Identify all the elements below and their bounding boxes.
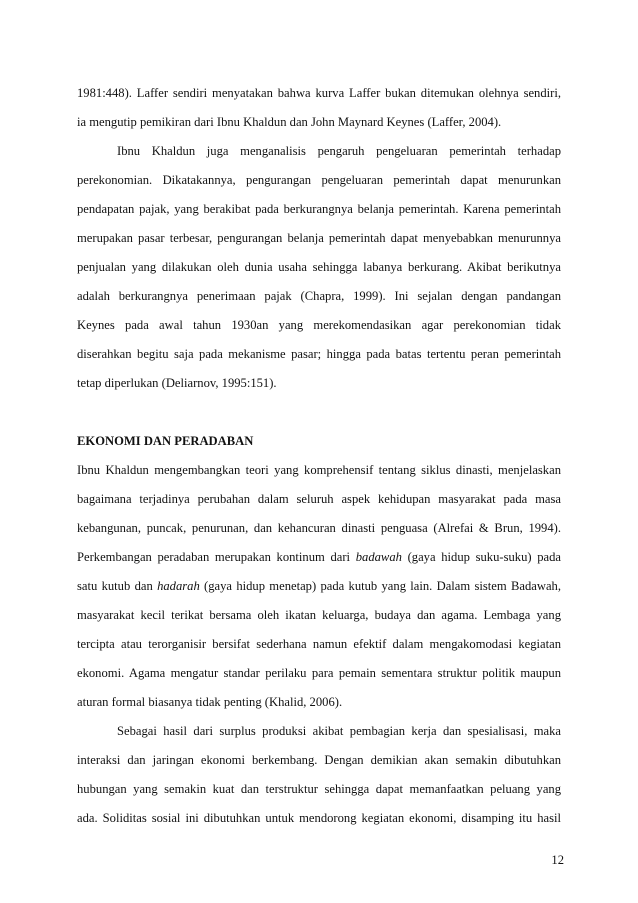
text-segment: (gaya hidup suku-suku) pada xyxy=(401,550,561,564)
text-line: ia mengutip pemikiran dari Ibnu Khaldun dan John Maynard Keynes (Laffer, 2004). xyxy=(77,115,502,129)
italic-term-badawah: badawah xyxy=(355,550,402,564)
text-line: merupakan pasar terbesar, pengurangan belanja pemerintah dapat menyebabkan menurunnya xyxy=(77,231,561,245)
text-segment: Perkembangan peradaban merupakan kontinum dari xyxy=(77,550,356,564)
text-line: kebangunan, puncak, penurunan, dan kehancuran dinasti penguasa (Alrefai & Brun, 1994). xyxy=(77,521,561,535)
text-line: hubungan yang semakin kuat dan terstruktur sehingga dapat memanfaatkan peluang yang xyxy=(77,782,561,796)
text-line: Keynes pada awal tahun 1930an yang merekomendasikan agar perekonomian tidak xyxy=(77,318,561,332)
text-line: Ibnu Khaldun juga menganalisis pengaruh pengeluaran pemerintah terhadap xyxy=(117,144,561,158)
text-line: aturan formal biasanya tidak penting (Khalid, 2006). xyxy=(77,695,343,709)
text-line: bagaimana terjadinya perubahan dalam seluruh aspek kehidupan masyarakat pada masa xyxy=(77,492,561,506)
text-line: 1981:448). Laffer sendiri menyatakan bahwa kurva Laffer bukan ditemukan olehnya sendiri, xyxy=(77,86,561,100)
text-segment: satu kutub dan xyxy=(77,579,158,593)
text-line: interaksi dan jaringan ekonomi berkembang. Dengan demikian akan semakin dibutuhkan xyxy=(77,753,561,767)
text-line: penjualan yang dilakukan oleh dunia usaha sehingga labanya berkurang. Akibat berikutnya xyxy=(77,260,561,274)
text-line: tetap diperlukan (Deliarnov, 1995:151). xyxy=(77,376,277,390)
section-heading: EKONOMI DAN PERADABAN xyxy=(77,434,254,448)
text-line: masyarakat kecil terikat bersama oleh ikatan keluarga, budaya dan agama. Lembaga yang xyxy=(77,608,561,622)
text-line: tercipta atau terorganisir bersifat sederhana namun efektif dalam mengakomodasi kegiatan xyxy=(77,637,561,651)
text-line: Sebagai hasil dari surplus produksi akibat pembagian kerja dan spesialisasi, maka xyxy=(117,724,561,738)
text-line: diserahkan begitu saja pada mekanisme pasar; hingga pada batas tertentu peran pemerintah xyxy=(77,347,561,361)
text-segment: (gaya hidup menetap) pada kutub yang lain. Dalam sistem Badawah, xyxy=(199,579,561,593)
page-number: 12 xyxy=(551,853,564,867)
text-line: perekonomian. Dikatakannya, pengurangan pengeluaran pemerintah dapat menurunkan xyxy=(77,173,561,187)
text-line: adalah berkurangnya penerimaan pajak (Chapra, 1999). Ini sejalan dengan pandangan xyxy=(77,289,561,303)
text-line: Ibnu Khaldun mengembangkan teori yang komprehensif tentang siklus dinasti, menjelaskan xyxy=(77,463,561,477)
text-line-hadarah xyxy=(77,578,561,594)
text-line: ekonomi. Agama mengatur standar perilaku para pemain sementara struktur politik maupun xyxy=(77,666,561,680)
text-line: ada. Soliditas sosial ini dibutuhkan untuk mendorong kegiatan ekonomi, disamping itu hasil xyxy=(77,811,561,825)
italic-term-hadarah: hadarah xyxy=(157,579,200,593)
text-line-badawah xyxy=(77,549,561,565)
text-line: pendapatan pajak, yang berakibat pada berkurangnya belanja pemerintah. Karena pemerintah xyxy=(77,202,561,216)
